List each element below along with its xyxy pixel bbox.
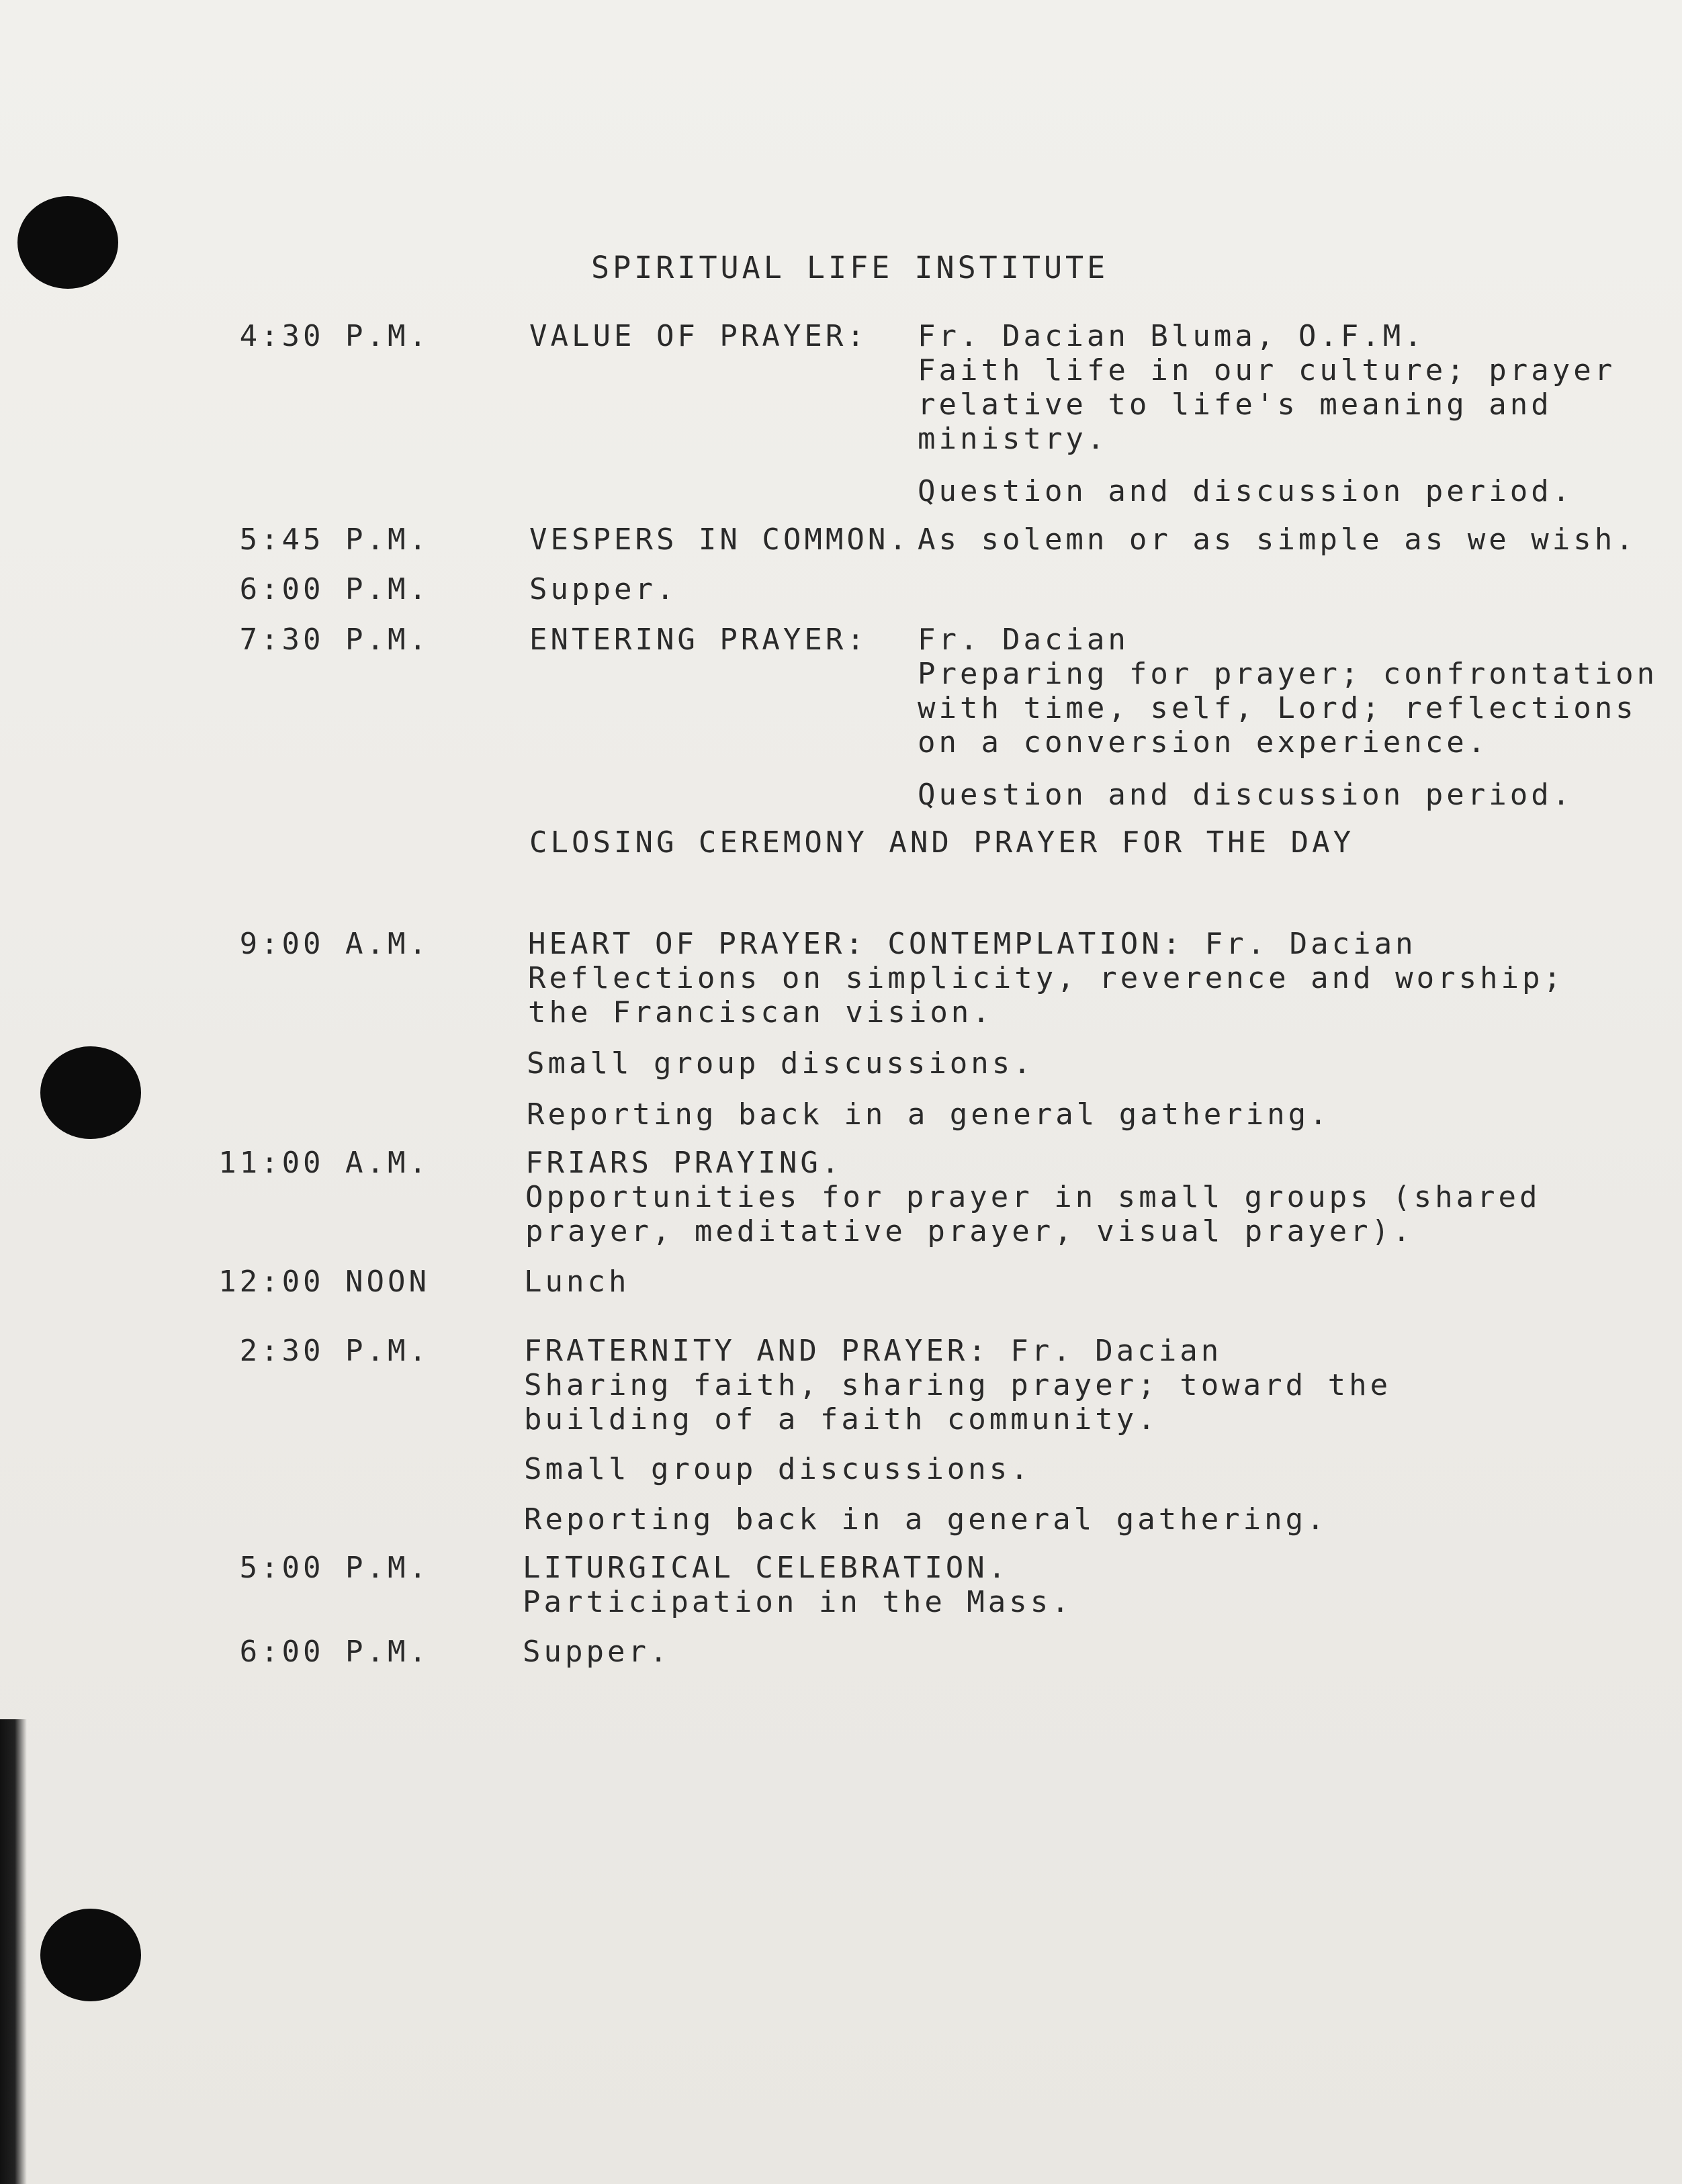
- entry-description: [918, 319, 1615, 456]
- entry-note: Question and discussion period.: [918, 474, 1574, 508]
- punch-hole-middle: [40, 1046, 141, 1139]
- entry-note: Reporting back in a general gathering.: [524, 1502, 1328, 1537]
- description-line: LITURGICAL CELEBRATION.: [523, 1551, 1010, 1585]
- description-line: FRIARS PRAYING.: [525, 1146, 843, 1180]
- closing-ceremony: CLOSING CEREMONY AND PRAYER FOR THE DAY: [529, 825, 1355, 860]
- entry-time: 6:00 P.M.: [239, 572, 430, 606]
- entry-note: Small group discussions.: [527, 1046, 1034, 1081]
- entry-description: [528, 927, 1564, 1030]
- description-line: Opportunities for prayer in small groups (shared: [525, 1180, 1541, 1214]
- description-line: the Franciscan vision.: [528, 995, 993, 1030]
- entry-time: 5:45 P.M.: [239, 522, 430, 557]
- entry-heading: VALUE OF PRAYER:: [529, 319, 868, 353]
- description-line: relative to life's meaning and: [918, 388, 1552, 422]
- description-line: on a conversion experience.: [918, 725, 1489, 760]
- description-line: Preparing for prayer; confrontation: [918, 657, 1658, 691]
- entry-time: 7:30 P.M.: [239, 623, 430, 657]
- entry-description: [918, 623, 1658, 760]
- entry-time: 11:00 A.M.: [218, 1146, 430, 1180]
- description-line: building of a faith community.: [524, 1402, 1159, 1437]
- punch-hole-top: [17, 196, 118, 289]
- description-line: Fr. Dacian: [918, 623, 1129, 657]
- punch-hole-bottom: [40, 1909, 141, 2001]
- description-line: Fr. Dacian Bluma, O.F.M.: [918, 319, 1425, 353]
- entry-note: Question and discussion period.: [918, 778, 1574, 812]
- entry-heading: VESPERS IN COMMON.: [529, 522, 910, 557]
- entry-heading: Supper.: [529, 572, 678, 606]
- description-line: FRATERNITY AND PRAYER: Fr. Dacian: [524, 1334, 1223, 1368]
- entry-time: 5:00 P.M.: [239, 1551, 430, 1585]
- entry-time: 12:00 NOON: [218, 1265, 430, 1299]
- entry-description: [523, 1551, 1073, 1619]
- description-line: prayer, meditative prayer, visual prayer).: [525, 1214, 1414, 1248]
- description-line: HEART OF PRAYER: CONTEMPLATION: Fr. Dacian: [528, 927, 1417, 961]
- description-line: with time, self, Lord; reflections: [918, 691, 1637, 725]
- entry-time: 9:00 A.M.: [239, 927, 430, 961]
- page-title: SPIRITUAL LIFE INSTITUTE: [591, 250, 1109, 285]
- entry-heading: ENTERING PRAYER:: [529, 623, 868, 657]
- entry-note: Reporting back in a general gathering.: [527, 1097, 1331, 1132]
- description-line: Sharing faith, sharing prayer; toward the: [524, 1368, 1392, 1402]
- entry-description: [525, 1146, 1541, 1248]
- entry-note: Small group discussions.: [524, 1452, 1032, 1486]
- entry-time: 4:30 P.M.: [239, 319, 430, 353]
- entry-time: 2:30 P.M.: [239, 1334, 430, 1368]
- entry-time: 6:00 P.M.: [239, 1635, 430, 1669]
- description-line: ministry.: [918, 422, 1108, 456]
- entry-description: [524, 1334, 1391, 1437]
- entry-description: Lunch: [524, 1265, 630, 1299]
- description-line: Faith life in our culture; prayer: [918, 353, 1616, 388]
- entry-description: As solemn or as simple as we wish.: [918, 522, 1637, 557]
- entry-description: Supper.: [523, 1635, 671, 1669]
- page-edge-shadow: [0, 1719, 27, 2184]
- description-line: Reflections on simplicity, reverence and worship;: [528, 961, 1565, 995]
- description-line: Participation in the Mass.: [523, 1585, 1073, 1619]
